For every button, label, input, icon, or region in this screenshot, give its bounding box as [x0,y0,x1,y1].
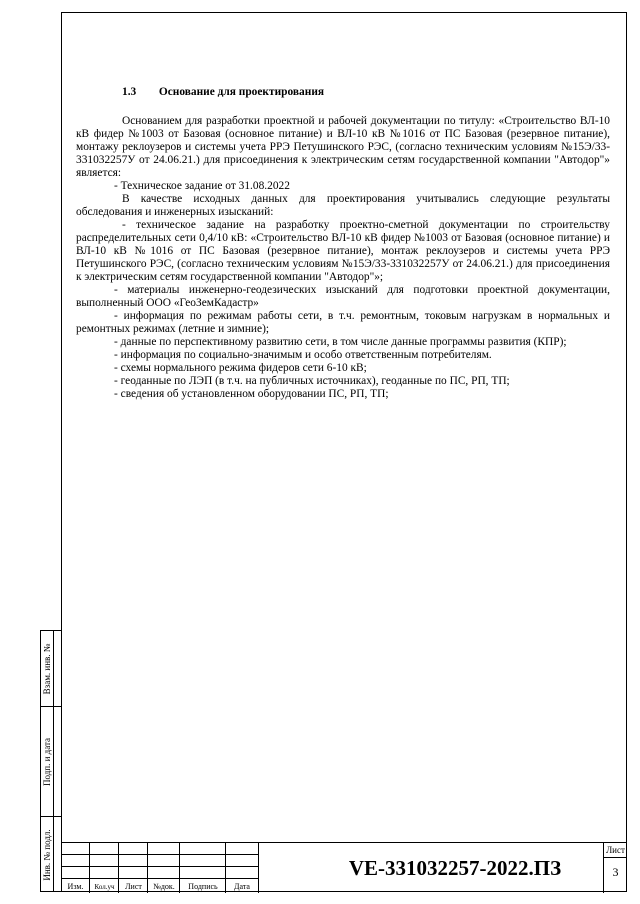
col-label-izm: Изм. [67,882,84,891]
revision-grid [61,843,258,893]
list-item-geodata: - геоданные по ЛЭП (в т.ч. на публичных источниках), геоданные по ПС, РП, ТП; [114,375,510,387]
paragraph-tech-task: - Техническое задание от 31.08.2022 [114,180,290,192]
document-body [76,86,610,401]
sheet-box [603,843,627,893]
paragraph-source-data: В качестве исходных данных для проектирования учитывались следующие результаты обследования и инженерных изысканий: [76,193,610,218]
col-list [119,843,148,893]
stamp-cell-original [41,817,61,893]
section-title: Основание для проектирования [158,86,325,98]
col-label-signature: Подпись [188,882,218,891]
list-item-feeder-schemes: - схемы нормального режима фидеров сети 6-10 кВ; [114,362,367,374]
sheet-divider [604,857,627,858]
col-izm [61,843,90,893]
sheet-number: 3 [612,865,619,879]
document-code: VE-331032257-2022.ПЗ [258,843,640,893]
sheet-label: Лист [606,845,625,855]
col-date [226,843,258,893]
col-label-list: Лист [125,882,142,891]
section-heading [122,86,610,99]
stamp-label-replacement: Взам. инв. № [42,643,52,694]
stamp-label-signature: Подп. и дата [42,737,52,786]
col-label-date: Дата [234,882,250,891]
list-item-equipment: - сведения об установленном оборудовании ПС, РП, ТП; [114,388,389,400]
list-item-consumers: - информация по социально-значимым и особо ответственным потребителям. [114,349,492,361]
col-label-doc: №док. [153,882,175,891]
list-item-geodesic: - материалы инженерно-геодезических изысканий для подготовки проектной документации, выполненный ООО «ГеоЗемКадастр» [76,284,610,309]
paragraph-basis: Основанием для разработки проектной и рабочей документации по титулу: «Строительство ВЛ-10 кВ фидер №1003 от Базовая (основное питание) и ВЛ-10 кВ №1016 от ПС Базовая (резервное питание), монтажу реклоузеров и системы учета РРЭ Петушинского РЭС, (согласно техническим условиям №15Э/33-331032257У от 24.06.21.) для присоединения к электрическим сетям государственной компании "Автодор"» является: [76,115,610,179]
stamp-label-original: Инв. № подл. [42,829,52,881]
title-block [61,842,627,892]
col-signature [180,843,226,893]
section-number: 1.3 [122,86,137,98]
list-item-tech-spec: - техническое задание на разработку проектно-сметной документации по строительству распределительных сети 0,4/10 кВ: «Строительство ВЛ-10 кВ фидер №1003 от Базовая (основное питание) и ВЛ-10 кВ №1016 от ПС Базовая (резервное питание), монтаж реклоузеров и системы учета РРЭ Петушинского РЭС, (согласно техническим условиям №15Э/33-331032257У от 24.06.21.) для присоединения к электрическим сетям государственной компании "Автодор"»; [76,219,610,283]
list-item-modes: - информация по режимам работы сети, в т.ч. ремонтным, токовым нагрузкам в нормальных и ремонтных режимах (летние и зимние); [76,310,610,335]
col-doc [148,843,180,893]
stamp-cell-signature [41,707,61,817]
left-stamp-column [40,630,61,892]
col-kol [90,843,119,893]
list-item-development: - данные по перспективному развитию сети, в том числе данные программы развития (КПР); [114,336,567,348]
col-label-kol: Кол.уч [94,883,115,891]
stamp-cell-replacement [41,631,61,707]
